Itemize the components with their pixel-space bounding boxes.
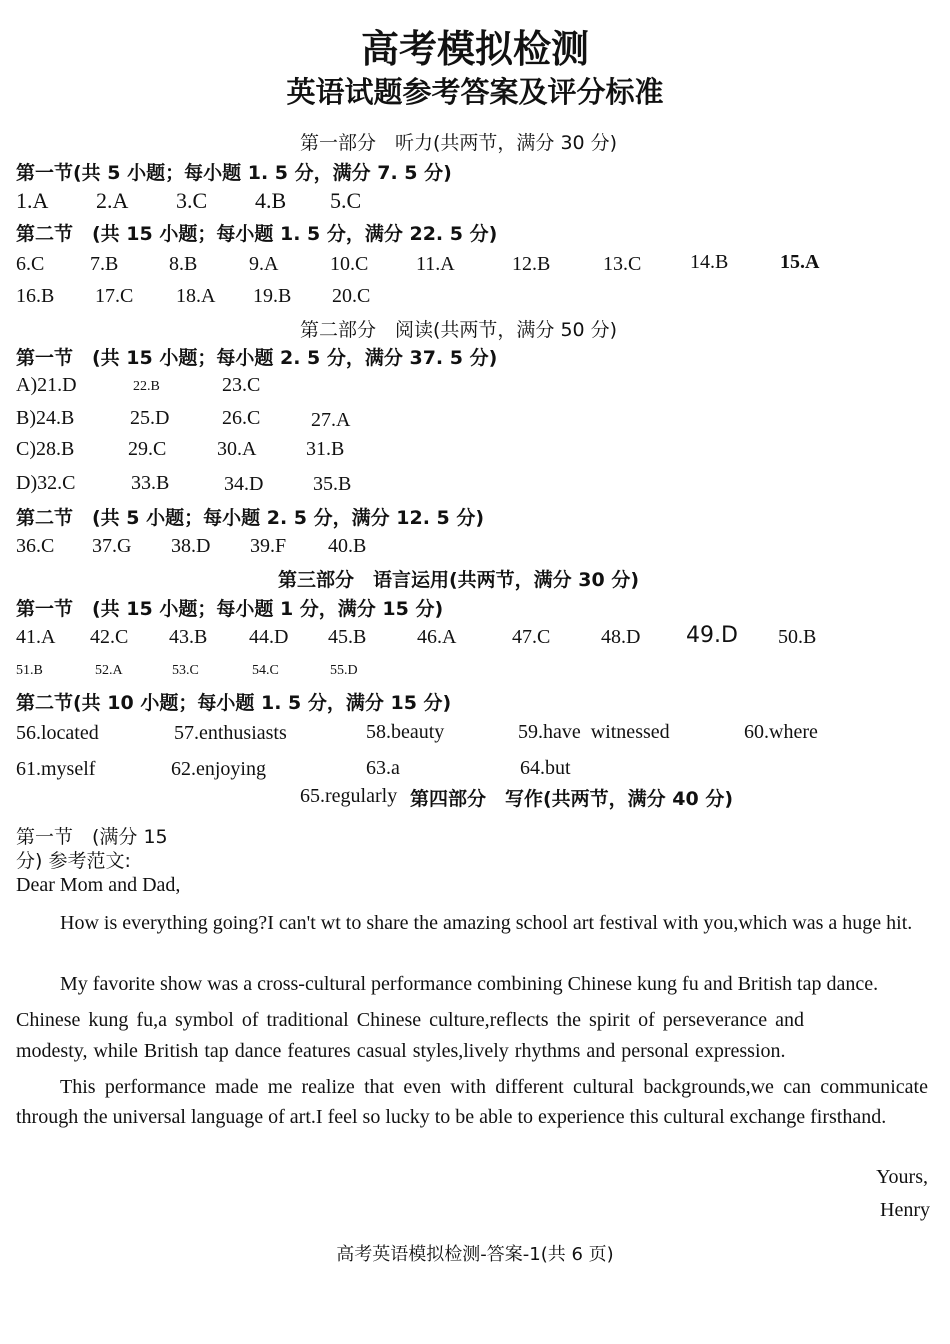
answer-item: 11.A bbox=[416, 253, 455, 275]
answer-item: 64.but bbox=[520, 757, 571, 779]
answer-item: 30.A bbox=[217, 438, 257, 460]
answer-item: 42.C bbox=[90, 626, 129, 648]
essay-closing: Yours, bbox=[876, 1166, 928, 1188]
answer-item: 10.C bbox=[330, 253, 369, 275]
part3-sec2-heading: 第二节(共 10 小题；每小题 1. 5 分，满分 15 分) bbox=[16, 692, 452, 714]
part1-sec2-heading: 第二节 (共 15 小题；每小题 1. 5 分，满分 22. 5 分) bbox=[16, 223, 498, 245]
essay-paragraph-2: My favorite show was a cross-cultural performance combining Chinese kung fu and British tap dance. bbox=[60, 973, 879, 995]
answer-item: 15.A bbox=[780, 251, 820, 273]
essay-paragraph-3: This performance made me realize that even with different cultural backgrounds,we can communicate through the universal language of art.I feel so lucky to be able to experience this cultural exchange firsthand. bbox=[16, 1076, 928, 1128]
answer-item: 5.C bbox=[330, 188, 362, 213]
essay-paragraph-2-line3: modesty, while British tap dance features casual styles,lively rhythms and personal expression. bbox=[16, 1040, 786, 1062]
answer-item: 13.C bbox=[603, 253, 642, 275]
answer-item: 3.C bbox=[176, 188, 208, 213]
answer-item: 56.located bbox=[16, 722, 99, 744]
answer-item: 60.where bbox=[744, 721, 818, 743]
answer-item: D)32.C bbox=[16, 472, 76, 494]
answer-item: 58.beauty bbox=[366, 721, 445, 743]
essay-paragraph-2-line2: Chinese kung fu,a symbol of traditional Chinese culture,reflects the spirit of perseverance and bbox=[16, 1009, 804, 1031]
answer-item: 34.D bbox=[224, 473, 264, 495]
page-footer: 高考英语模拟检测-答案-1(共 6 页) bbox=[336, 1244, 614, 1265]
answer-item: 52.A bbox=[95, 663, 123, 678]
answer-item: 14.B bbox=[690, 251, 729, 273]
answer-item: 7.B bbox=[90, 253, 119, 275]
answer-item: 9.A bbox=[249, 253, 279, 275]
answer-item: 44.D bbox=[249, 626, 289, 648]
answer-item: 37.G bbox=[92, 535, 132, 557]
answer-item: 48.D bbox=[601, 626, 641, 648]
answer-item: 61.myself bbox=[16, 758, 96, 780]
answer-item: A)21.D bbox=[16, 374, 77, 396]
essay-signature: Henry bbox=[880, 1199, 930, 1221]
part4-sec1-heading-cont: 分) 参考范文: bbox=[16, 850, 131, 872]
answer-item: 12.B bbox=[512, 253, 551, 275]
part2-sec2-heading: 第二节 (共 5 小题；每小题 2. 5 分，满分 12. 5 分) bbox=[16, 507, 485, 529]
part1-sec1-heading: 第一节(共 5 小题；每小题 1. 5 分，满分 7. 5 分) bbox=[16, 162, 452, 184]
part2-heading: 第二部分 阅读(共两节，满分 50 分) bbox=[300, 319, 618, 341]
answer-item: 45.B bbox=[328, 626, 367, 648]
part3-sec1-heading: 第一节 (共 15 小题；每小题 1 分，满分 15 分) bbox=[16, 598, 444, 620]
answer-item: 35.B bbox=[313, 473, 352, 495]
answer-item: 65.regularly bbox=[300, 785, 398, 807]
answer-item: 57.enthusiasts bbox=[174, 722, 287, 744]
part1-heading: 第一部分 听力(共两节，满分 30 分) bbox=[300, 132, 618, 154]
answer-item: 63.a bbox=[366, 757, 400, 779]
part4-heading: 第四部分 写作(共两节，满分 40 分) bbox=[410, 788, 734, 810]
answer-item: 55.D bbox=[330, 663, 358, 678]
answer-item: 29.C bbox=[128, 438, 167, 460]
answer-item: 22.B bbox=[133, 379, 160, 394]
answer-item: 16.B bbox=[16, 285, 55, 307]
part3-heading: 第三部分 语言运用(共两节，满分 30 分) bbox=[278, 569, 640, 591]
answer-item: 39.F bbox=[250, 535, 287, 557]
essay-paragraph-1: How is everything going?I can't wt to share the amazing school art festival with you,which was a huge hit. bbox=[60, 912, 913, 934]
answer-item: 59.have witnessed bbox=[518, 721, 670, 743]
answer-item: 36.C bbox=[16, 535, 55, 557]
answer-item: C)28.B bbox=[16, 438, 75, 460]
answer-item: 17.C bbox=[95, 285, 134, 307]
answer-item: 38.D bbox=[171, 535, 211, 557]
answer-item: 1.A bbox=[16, 188, 49, 213]
answer-item: 20.C bbox=[332, 285, 371, 307]
answer-item: 41.A bbox=[16, 626, 56, 648]
answer-item: 25.D bbox=[130, 407, 170, 429]
answer-item: 47.C bbox=[512, 626, 551, 648]
answer-item: 43.B bbox=[169, 626, 208, 648]
page-subtitle: 英语试题参考答案及评分标准 bbox=[286, 75, 664, 109]
answer-item: 53.C bbox=[172, 663, 199, 678]
answer-item: 49.D bbox=[686, 623, 738, 648]
answer-item: 6.C bbox=[16, 253, 45, 275]
answer-item: 40.B bbox=[328, 535, 367, 557]
page-title: 高考模拟检测 bbox=[360, 27, 589, 71]
answer-item: 18.A bbox=[176, 285, 216, 307]
essay-greeting: Dear Mom and Dad, bbox=[16, 874, 181, 896]
answer-item: 31.B bbox=[306, 438, 345, 460]
answer-item: 19.B bbox=[253, 285, 292, 307]
answer-item: 62.enjoying bbox=[171, 758, 266, 780]
answer-item: 2.A bbox=[96, 188, 129, 213]
answer-item: 54.C bbox=[252, 663, 279, 678]
answer-item: 50.B bbox=[778, 626, 817, 648]
answer-item: 4.B bbox=[255, 188, 287, 213]
answer-item: 27.A bbox=[311, 409, 351, 431]
answer-item: 23.C bbox=[222, 374, 261, 396]
answer-item: 8.B bbox=[169, 253, 198, 275]
answer-item: B)24.B bbox=[16, 407, 75, 429]
answer-item: 51.B bbox=[16, 663, 43, 678]
answer-item: 46.A bbox=[417, 626, 457, 648]
answer-item: 33.B bbox=[131, 472, 170, 494]
answer-item: 26.C bbox=[222, 407, 261, 429]
part4-sec1-heading: 第一节 (满分 15 bbox=[16, 826, 168, 848]
part2-sec1-heading: 第一节 (共 15 小题；每小题 2. 5 分，满分 37. 5 分) bbox=[16, 347, 498, 369]
